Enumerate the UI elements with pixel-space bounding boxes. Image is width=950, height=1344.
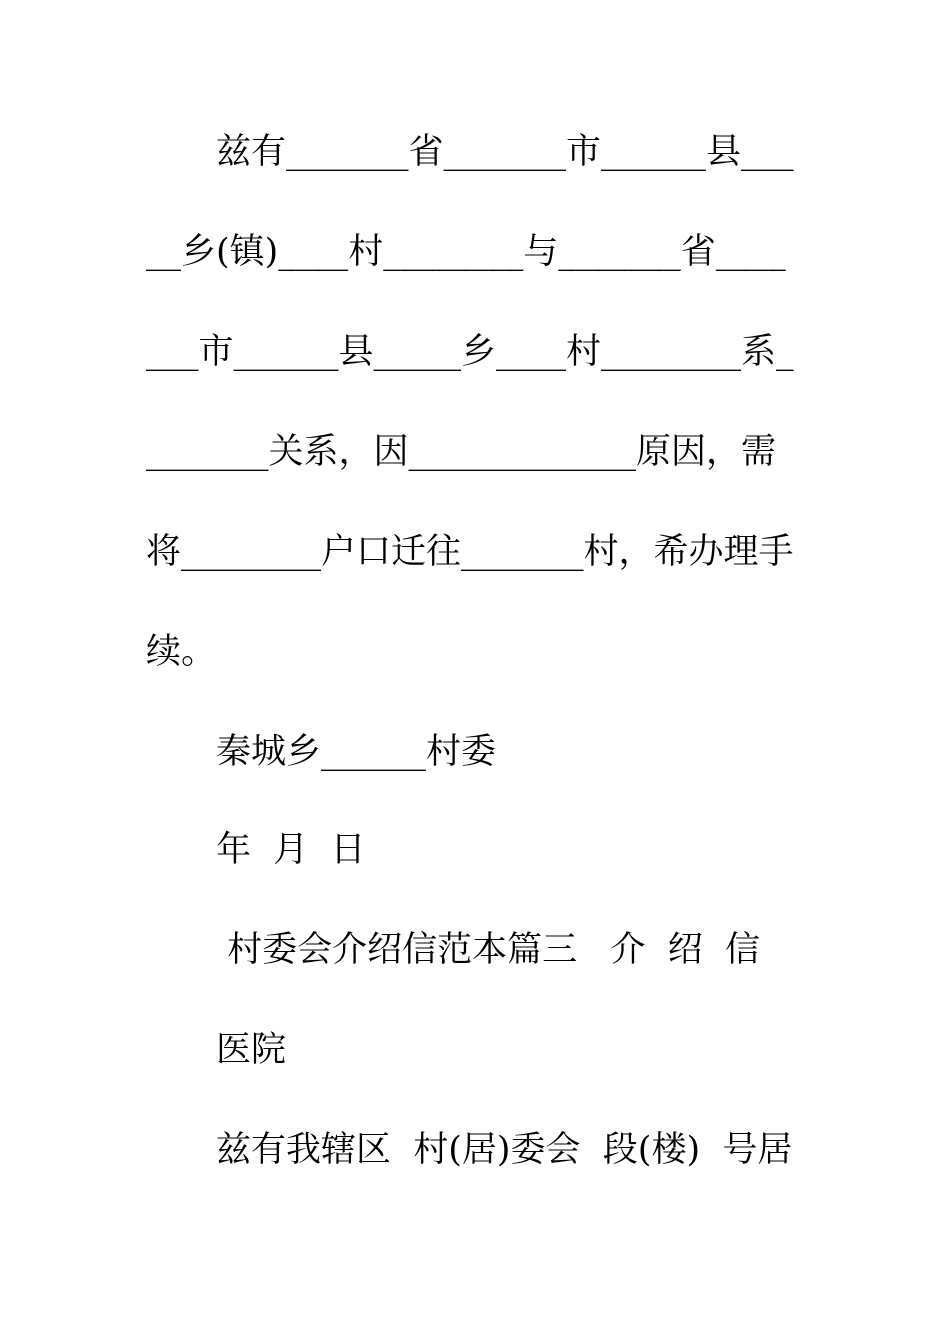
recipient-line: 医院: [216, 1030, 287, 1070]
paragraph-1-line-4: _______关系，因_____________原因，需: [146, 432, 777, 472]
paragraph-1-line-6: 续。: [146, 632, 217, 672]
section-heading: 村委会介绍信范本篇三 介 绍 信: [216, 930, 761, 970]
paragraph-1-line-3: ___市______县_____乡____村________系_: [146, 332, 794, 372]
signature-date: 年 月 日: [216, 830, 366, 870]
signature-committee: 秦城乡______村委: [216, 732, 497, 772]
paragraph-1-line-1: 兹有_______省_______市______县___: [216, 132, 794, 172]
paragraph-1-line-2: __乡(镇)____村________与_______省____: [146, 232, 786, 272]
paragraph-1-line-5: 将________户口迁往_______村，希办理手: [146, 532, 794, 572]
paragraph-2-line-1: 兹有我辖区 村(居)委会 段(楼) 号居: [216, 1130, 793, 1170]
